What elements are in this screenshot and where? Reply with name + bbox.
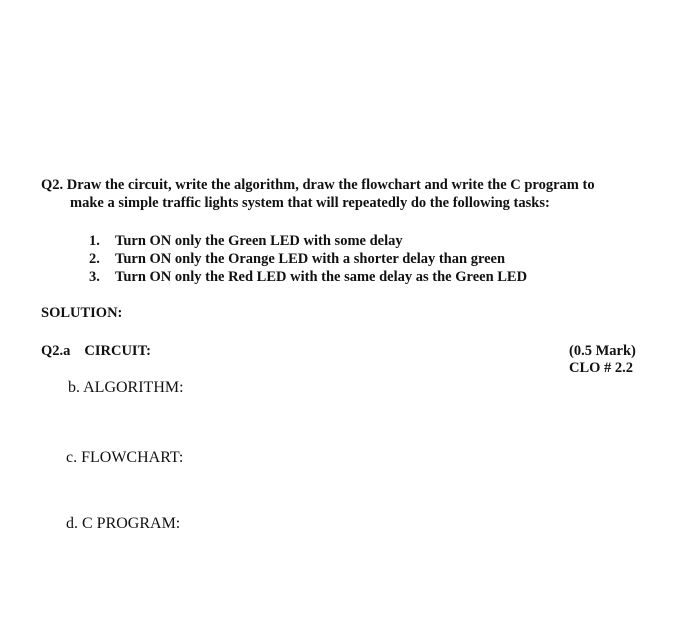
question-text-line-2: make a simple traffic lights system that will repeatedly do the following tasks:	[70, 195, 550, 211]
question-text-line-1: Q2. Draw the circuit, write the algorithm, draw the flowchart and write the C program to	[41, 177, 595, 193]
solution-heading: SOLUTION:	[41, 305, 123, 321]
task-item	[89, 251, 505, 268]
task-number: 2.	[89, 251, 100, 267]
question-sheet	[0, 160, 700, 630]
task-item	[89, 269, 527, 286]
clo-value: CLO # 2.2	[569, 360, 634, 376]
circuit-title: CIRCUIT:	[84, 343, 152, 359]
task-number: 3.	[89, 269, 100, 285]
task-text: Turn ON only the Red LED with the same delay as the Green LED	[115, 269, 528, 285]
task-item	[89, 233, 403, 250]
program-heading: d. C PROGRAM:	[66, 515, 181, 532]
mark-value: (0.5 Mark)	[569, 343, 636, 359]
blank-top-area	[0, 0, 700, 160]
circuit-label: Q2.a	[41, 343, 71, 359]
task-text: Turn ON only the Orange LED with a shorter delay than green	[115, 251, 506, 267]
task-number: 1.	[89, 233, 100, 249]
algorithm-heading: b. ALGORITHM:	[68, 379, 184, 396]
task-text: Turn ON only the Green LED with some delay	[115, 233, 403, 249]
flowchart-heading: c. FLOWCHART:	[66, 449, 184, 466]
circuit-heading	[41, 343, 151, 360]
